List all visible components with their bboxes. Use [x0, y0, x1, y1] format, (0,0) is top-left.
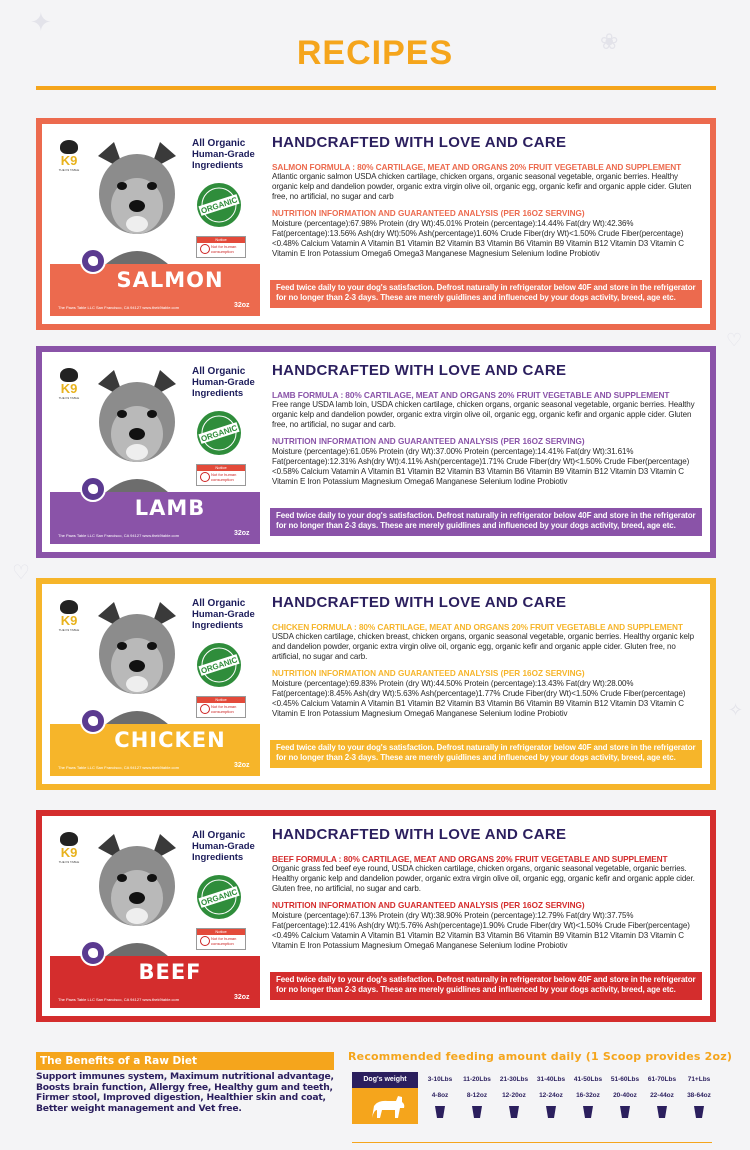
recipe-heading: HANDCRAFTED WITH LOVE AND CARE [272, 362, 567, 379]
organic-claim [192, 366, 260, 399]
food-cup-icon [657, 1106, 667, 1118]
recipe-description: USDA chicken cartilage, chicken breast, chicken organs, organic seasonal vegetable, organic berries. Healthy organic kelp and dandelion powder, organic extra virgin olive oil, organic egg, organic kefir and organic apple cider. Gluten free, no artificial, no sugar and carb. [272, 632, 694, 662]
flavor-name: SALMON [116, 268, 224, 292]
notice-title: Notice [197, 465, 245, 471]
recipe-card-beef [36, 810, 716, 1022]
feeding-amount-1: 4-8oz [431, 1092, 449, 1099]
organic-claim [192, 830, 260, 863]
nutrition-heading: NUTRITION INFORMATION AND GUARANTEED ANALYSIS (PER 16OZ SERVING) [272, 436, 585, 446]
product-label [50, 824, 260, 1008]
food-cup-icon [583, 1106, 593, 1118]
nutrition-facts: Moisture (percentage):67.98% Protein (dry Wt):45.01% Protein (percentage):14.44% Fat(dry Wt):42.36% Fat(percentage):13.56% Ash(dry Wt):50% Ash(percentage)1.60% Crude Fiber(dry Wt)<1.50% Crude Fiber(percentage)<0.48% Calcium Vatamin A Vitamin B1 Vitamin B2 Vitamin B3 Vitamin B6 Vitamin B9 Vitamin B12 Vitamin D3 Vitamin C Vitamin E Iron Potassium Omega6 Omega3 Manganese Magnesium Selenium Iodine Probiotiv [272, 218, 684, 259]
feeding-table [348, 1072, 720, 1150]
logo-mark: K9 [60, 845, 78, 860]
weight-range-7: 61-70Lbs [647, 1076, 677, 1083]
background-doodle-heart-icon: ♡ [12, 560, 30, 584]
recipe-heading: HANDCRAFTED WITH LOVE AND CARE [272, 594, 567, 611]
logo-mark: K9 [60, 613, 78, 628]
feeding-instructions: Feed twice daily to your dog's satisfaction. Defrost naturally in refrigerator below 40F and store in the refrigerator for no longer than 2-3 days. These are merely guidlines and influenced by your dogs activity, breed, age etc. [270, 740, 702, 768]
notice-box [196, 696, 246, 718]
benefits-heading: The Benefits of a Raw Diet [36, 1052, 334, 1070]
feeding-amount-5: 16-32oz [576, 1092, 600, 1099]
notice-text: Not for human consumption [197, 704, 245, 714]
notice-title: Notice [197, 929, 245, 935]
benefits-text: Support immunes system, Maximum nutritional advantage, Boosts brain function, Allergy free, Healthy gum and teeth, Firmer stool, Improved digestion, Healthier skin and coat, Better weight management and Vet free. [36, 1071, 334, 1114]
organic-claim-line1: All Organic [192, 598, 246, 609]
benefits-section [36, 1052, 334, 1114]
organic-claim-line2: Human-Grade [192, 841, 255, 852]
background-doodle-paw-icon: ❀ [600, 30, 619, 55]
organic-seal-icon [196, 410, 242, 456]
feeding-instructions: Feed twice daily to your dog's satisfaction. Defrost naturally in refrigerator below 40F and store in the refrigerator for no longer than 2-3 days. These are merely guidlines and influenced by your dogs activity, breed, age etc. [270, 508, 702, 536]
organic-claim-line1: All Organic [192, 366, 246, 377]
product-label [50, 592, 260, 776]
product-label [50, 360, 260, 544]
recipe-card-chicken [36, 578, 716, 790]
organic-claim [192, 138, 260, 171]
recipe-formula: SALMON FORMULA : 80% CARTILAGE, MEAT AND ORGANS 20% FRUIT VEGETABLE AND SUPPLEMENT [272, 162, 682, 172]
feeding-heading: Recommended feeding amount daily (1 Scoop provides 2oz) [348, 1050, 733, 1063]
nutrition-facts: Moisture (percentage):69.83% Protein (dry Wt):44.50% Protein (percentage):13.43% Fat(dry Wt):28.00% Fat(percentage):8.45% Ash(dry Wt):5.63% Ash(percentage)1.77% Crude Fiber(dry Wt)<1.50% Crude Fiber(percentage)<0.45% Calcium Vatamin A Vitamin B1 Vitamin B2 Vitamin B3 Vitamin B6 Vitamin B9 Vitamin B12 Vitamin D3 Vitamin C Vitamin E Iron Potassium Magnesium Omega6 Manganese Selenium Iodine Probiotiv [272, 678, 686, 719]
recipe-heading: HANDCRAFTED WITH LOVE AND CARE [272, 826, 567, 843]
dog-silhouette-icon [352, 1088, 418, 1124]
label-footer-text: The Paws Table LLC San Francisco, CA 94127 www.thek9table.com [58, 997, 180, 1002]
flavor-name: CHICKEN [114, 728, 226, 752]
k9-logo [58, 140, 80, 174]
weight-range-1: 3-10Lbs [427, 1076, 453, 1083]
organic-seal-text: ORGANIC [199, 887, 239, 908]
feeding-amount-7: 22-44oz [650, 1092, 674, 1099]
label-net-weight: 32oz [234, 762, 250, 769]
organic-claim-line3: Ingredients [192, 852, 244, 863]
notice-box [196, 928, 246, 950]
k9-logo [58, 832, 80, 866]
recipe-formula: CHICKEN FORMULA : 80% CARTILAGE, MEAT AND ORGANS 20% FRUIT VEGETABLE AND SUPPLEMENT [272, 622, 683, 632]
recipe-description: Organic grass fed beef eye round, USDA chicken cartilage, chicken organs, organic seasonal vegetable, organic berries. Healthy organic kelp and dandelion powder, organic extra virgin olive oil, organic egg, organic kefir and organic apple cider. Gluten free, no artificial, no sugar and carb. [272, 864, 695, 894]
organic-claim-line3: Ingredients [192, 620, 244, 631]
chef-dog-icon [60, 832, 78, 846]
weight-range-4: 31-40Lbs [536, 1076, 566, 1083]
nutrition-facts: Moisture (percentage):67.13% Protein (dry Wt):38.90% Protein (percentage):12.79% Fat(dry Wt):37.75% Fat(percentage):12.41% Ash(dry Wt):5.76% Ash(percentage)1.90% Crude Fiber(dry Wt)<1.50% Crude Fiber(percentage)<0.49% Calcium Vatamin A Vitamin B1 Vitamin B2 Vitamin B3 Vitamin B6 Vitamin B9 Vitamin B12 Vitamin D3 Vitamin C Vitamin E Iron Potassium Magnesium Omega6 Manganese Selenium Iodine Probiotiv [272, 910, 690, 951]
weight-range-2: 11-20Lbs [463, 1076, 491, 1083]
label-net-weight: 32oz [234, 994, 250, 1001]
feeding-amount-6: 20-40oz [613, 1092, 637, 1099]
chef-dog-icon [60, 140, 78, 154]
notice-text: Not for human consumption [197, 472, 245, 482]
logo-subtitle: THE K9 TABLE [58, 860, 80, 864]
food-cup-icon [472, 1106, 482, 1118]
feeding-amount-3: 12-20oz [502, 1092, 526, 1099]
dog-silhouette-graphic [352, 1088, 418, 1124]
logo-mark: K9 [60, 381, 78, 396]
organic-seal-text: ORGANIC [199, 655, 239, 676]
notice-box [196, 236, 246, 258]
organic-seal-icon [196, 642, 242, 688]
nutrition-heading: NUTRITION INFORMATION AND GUARANTEED ANALYSIS (PER 16OZ SERVING) [272, 208, 585, 218]
organic-seal-text: ORGANIC [199, 195, 239, 216]
recipe-description: Atlantic organic salmon USDA chicken cartilage, chicken organs, organic seasonal vegetable, organic berries. Healthy organic kelp and dandelion powder, organic extra virgin olive oil, organic egg, organic kefir and organic apple cider. Gluten free, no artificial, no sugar and carb [272, 172, 692, 202]
label-footer-text: The Paws Table LLC San Francisco, CA 94127 www.thek9table.com [58, 305, 180, 310]
page-title: RECIPES [296, 34, 454, 72]
recipe-heading: HANDCRAFTED WITH LOVE AND CARE [272, 134, 567, 151]
feeding-amount-4: 12-24oz [539, 1092, 563, 1099]
weight-range-8: 71+Lbs [687, 1076, 711, 1083]
organic-claim-line2: Human-Grade [192, 609, 255, 620]
title-divider [36, 86, 716, 90]
feeding-amount-8: 38-64oz [687, 1092, 711, 1099]
notice-box [196, 464, 246, 486]
organic-claim-line1: All Organic [192, 138, 246, 149]
feeding-section [348, 1050, 733, 1099]
chef-dog-icon [60, 368, 78, 382]
food-cup-icon [435, 1106, 445, 1118]
notice-text: Not for human consumption [197, 936, 245, 946]
weight-range-5: 41-50Lbs [573, 1076, 603, 1083]
label-net-weight: 32oz [234, 530, 250, 537]
background-doodle-star-icon: ✧ [728, 700, 744, 721]
organic-seal-icon [196, 874, 242, 920]
recipe-card-salmon [36, 118, 716, 330]
chef-dog-icon [60, 600, 78, 614]
weight-range-6: 51-60Lbs [610, 1076, 640, 1083]
background-doodle-bone-icon: ✦ [30, 8, 52, 38]
nutrition-heading: NUTRITION INFORMATION AND GUARANTEED ANALYSIS (PER 16OZ SERVING) [272, 668, 585, 678]
weight-range-3: 21-30Lbs [499, 1076, 529, 1083]
dog-weight-label: Dog's weight [352, 1072, 418, 1088]
feeding-instructions: Feed twice daily to your dog's satisfaction. Defrost naturally in refrigerator below 40F and store in the refrigerator for no longer than 2-3 days. These are merely guidlines and influenced by your dogs activity, breed, age etc. [270, 972, 702, 1000]
logo-subtitle: THE K9 TABLE [58, 628, 80, 632]
nutrition-heading: NUTRITION INFORMATION AND GUARANTEED ANALYSIS (PER 16OZ SERVING) [272, 900, 585, 910]
label-footer-text: The Paws Table LLC San Francisco, CA 94127 www.thek9table.com [58, 765, 180, 770]
recipe-formula: BEEF FORMULA : 80% CARTILAGE, MEAT AND ORGANS 20% FRUIT VEGETABLE AND SUPPLEMENT [272, 854, 668, 864]
feeding-amount-2: 8-12oz [466, 1092, 488, 1099]
logo-subtitle: THE K9 TABLE [58, 396, 80, 400]
nutrition-facts: Moisture (percentage):61.05% Protein (dry Wt):37.00% Protein (percentage):14.41% Fat(dry Wt):31.61% Fat(percentage):12.31% Ash(dry Wt):4.11% Ash(percentage)1.71% Crude Fiber(dry Wt)<1.50% Crude Fiber(percentage)<0.58% Calcium Vatamin A Vitamin B1 Vitamin B2 Vitamin B3 Vitamin B6 Vitamin B9 Vitamin B12 Vitamin D3 Vitamin C Vitamin E Iron Potassium Magnesium Omega6 Manganese Selenium Iodine Probiotiv [272, 446, 690, 487]
logo-mark: K9 [60, 153, 78, 168]
logo-subtitle: THE K9 TABLE [58, 168, 80, 172]
recipe-card-lamb [36, 346, 716, 558]
organic-seal-icon [196, 182, 242, 228]
notice-title: Notice [197, 697, 245, 703]
label-net-weight: 32oz [234, 302, 250, 309]
organic-claim-line3: Ingredients [192, 388, 244, 399]
organic-claim [192, 598, 260, 631]
product-label [50, 132, 260, 316]
food-cup-icon [546, 1106, 556, 1118]
organic-claim-line3: Ingredients [192, 160, 244, 171]
flavor-name: BEEF [138, 960, 202, 984]
notice-text: Not for human consumption [197, 244, 245, 254]
organic-claim-line1: All Organic [192, 830, 246, 841]
food-cup-icon [694, 1106, 704, 1118]
flavor-name: LAMB [134, 496, 206, 520]
recipe-formula: LAMB FORMULA : 80% CARTILAGE, MEAT AND ORGANS 20% FRUIT VEGETABLE AND SUPPLEMENT [272, 390, 670, 400]
food-cup-icon [509, 1106, 519, 1118]
k9-logo [58, 368, 80, 402]
k9-logo [58, 600, 80, 634]
organic-claim-line2: Human-Grade [192, 149, 255, 160]
feeding-instructions: Feed twice daily to your dog's satisfaction. Defrost naturally in refrigerator below 40F and store in the refrigerator for no longer than 2-3 days. These are merely guidlines and influenced by your dogs activity, breed, age etc. [270, 280, 702, 308]
food-cup-icon [620, 1106, 630, 1118]
label-footer-text: The Paws Table LLC San Francisco, CA 94127 www.thek9table.com [58, 533, 180, 538]
feeding-divider [352, 1142, 712, 1143]
organic-claim-line2: Human-Grade [192, 377, 255, 388]
recipe-description: Free range USDA lamb loin, USDA chicken cartilage, chicken organs, organic seasonal vegetable, organic berries. Healthy organic kelp and dandelion powder, organic extra virgin olive oil, organic egg, organic kefir and organic apple cider. Gluten free, no artificial, no sugar and carb. [272, 400, 695, 430]
organic-seal-text: ORGANIC [199, 423, 239, 444]
notice-title: Notice [197, 237, 245, 243]
background-doodle-heart-icon: ♡ [726, 330, 743, 351]
